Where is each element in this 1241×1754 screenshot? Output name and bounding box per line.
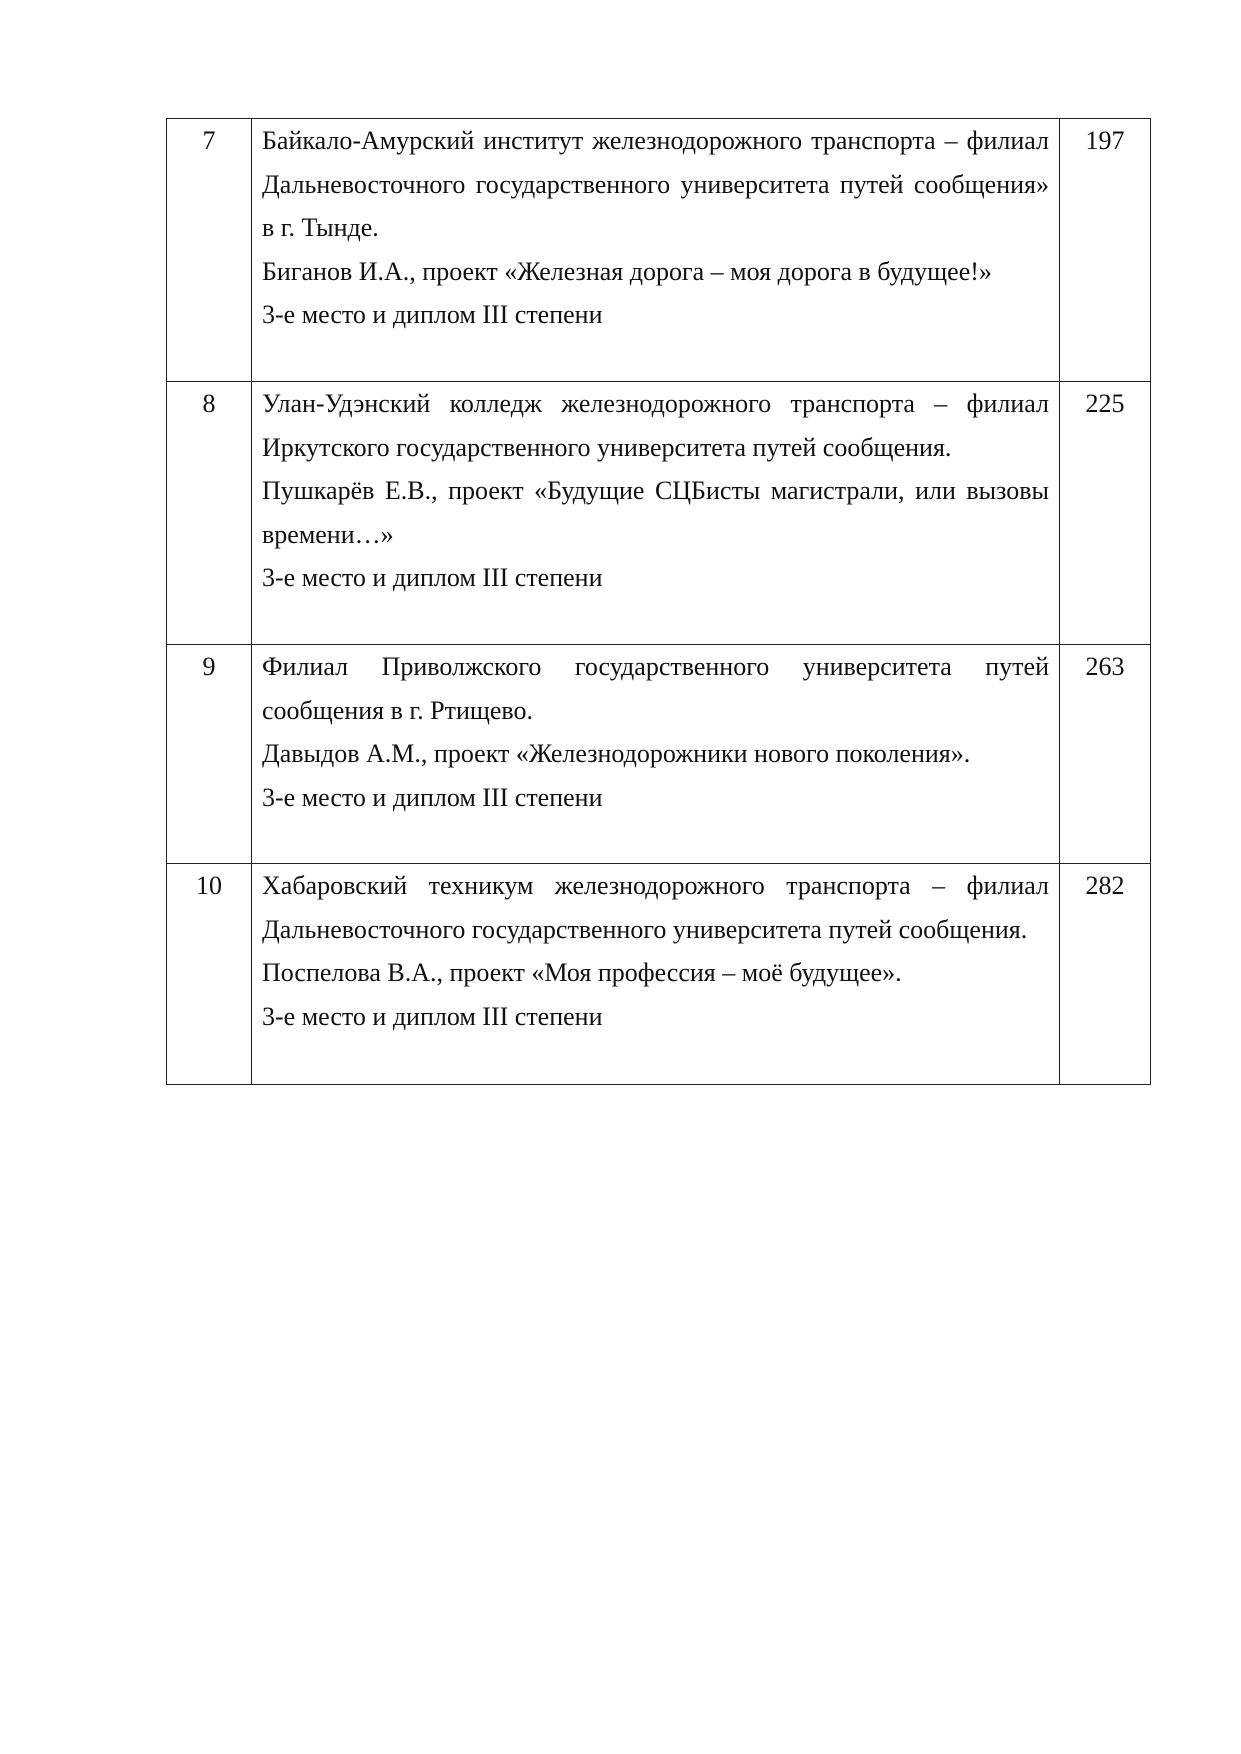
award: 3-е место и диплом III степени [262, 300, 603, 330]
row-score: 197 [1060, 119, 1151, 382]
row-description [252, 645, 1060, 864]
institution: Улан-Удэнский колледж железнодорожного транспорта – филиал Иркутского государственного университета путей сообщения. [262, 389, 1049, 462]
table-row [167, 645, 1151, 864]
row-description [252, 119, 1060, 382]
row-score: 225 [1060, 382, 1151, 645]
project: Биганов И.А., проект «Железная дорога – моя дорога в будущее!» [262, 256, 992, 286]
row-description [252, 382, 1060, 645]
award: 3-е место и диплом III степени [262, 1001, 603, 1031]
project: Поспелова В.А., проект «Моя профессия – моё будущее». [262, 958, 902, 988]
project: Давыдов А.М., проект «Железнодорожники нового поколения». [262, 739, 971, 769]
row-number: 7 [167, 119, 252, 382]
institution: Хабаровский техникум железнодорожного транспорта – филиал Дальневосточного государственного университета путей сообщения. [262, 871, 1049, 944]
institution: Байкало-Амурский институт железнодорожного транспорта – филиал Дальневосточного государственного университета путей сообщения» в г. Тынде. [262, 126, 1049, 243]
table-row [167, 382, 1151, 645]
row-number: 8 [167, 382, 252, 645]
institution: Филиал Приволжского государственного университета путей сообщения в г. Ртищево. [262, 652, 1049, 725]
row-number: 10 [167, 864, 252, 1085]
row-score: 263 [1060, 645, 1151, 864]
table-row [167, 864, 1151, 1085]
table-row [167, 119, 1151, 382]
project: Пушкарёв Е.В., проект «Будущие СЦБисты магистрали, или вызовы времени…» [262, 476, 1049, 549]
award: 3-е место и диплом III степени [262, 563, 603, 593]
results-table [166, 118, 1151, 1085]
row-description [252, 864, 1060, 1085]
row-score: 282 [1060, 864, 1151, 1085]
award: 3-е место и диплом III степени [262, 782, 603, 812]
row-number: 9 [167, 645, 252, 864]
